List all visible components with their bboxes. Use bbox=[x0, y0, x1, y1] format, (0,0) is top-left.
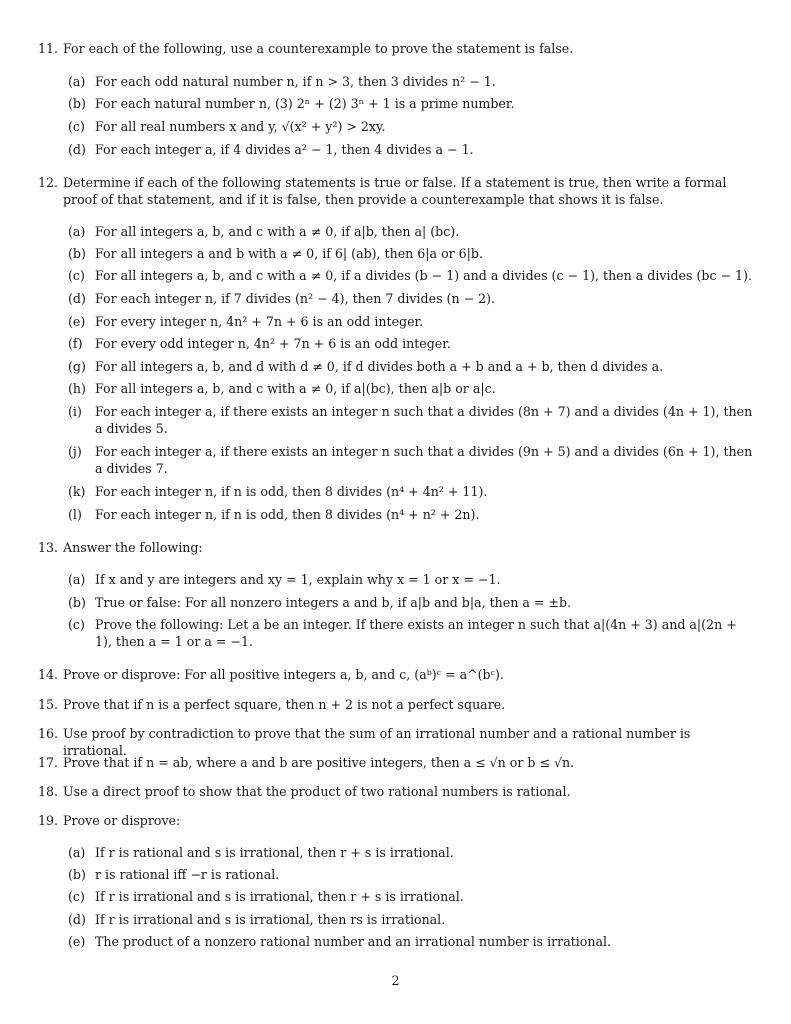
problem-11-a bbox=[68, 73, 753, 90]
problem-text: Determine if each of the following statements is true or false. If a statement is true, then write a formal proof of that statement, and if it is false, then provide a counterexample that shows it is false. bbox=[63, 175, 727, 207]
problem-text: Use a direct proof to show that the product of two rational numbers is rational. bbox=[63, 784, 571, 799]
problem-13-a bbox=[68, 571, 753, 588]
problem-number: 12. bbox=[38, 175, 59, 190]
problem-13 bbox=[38, 539, 753, 556]
item-text: Prove the following: Let a be an integer. If there exists an integer n such that a|(4n + 3) and a|(2n + 1), then a = 1 or a = −1. bbox=[95, 617, 737, 649]
item-text: For each integer n, if n is odd, then 8 divides (n⁴ + n² + 2n). bbox=[95, 507, 480, 522]
item-text: For every odd integer n, 4n² + 7n + 6 is an odd integer. bbox=[95, 336, 451, 351]
problem-text: Use proof by contradiction to prove that the sum of an irrational number and a rational number is irrational. bbox=[63, 726, 691, 758]
item-text: For each natural number n, (3) 2ⁿ + (2) 3ⁿ + 1 is a prime number. bbox=[95, 96, 515, 111]
problem-11 bbox=[38, 40, 753, 57]
problem-12-f bbox=[68, 335, 753, 352]
problem-text: For each of the following, use a counterexample to prove the statement is false. bbox=[63, 41, 574, 56]
item-text: For all integers a, b, and c with a ≠ 0, if a|b, then a| (bc). bbox=[95, 224, 460, 239]
item-label: (j) bbox=[68, 444, 82, 459]
problem-12-g bbox=[68, 358, 753, 375]
problem-number: 19. bbox=[38, 813, 59, 828]
item-label: (h) bbox=[68, 381, 86, 396]
item-text: For each integer n, if 7 divides (n² − 4), then 7 divides (n − 2). bbox=[95, 291, 496, 306]
item-label: (c) bbox=[68, 268, 85, 283]
item-label: (g) bbox=[68, 359, 86, 374]
item-label: (k) bbox=[68, 484, 86, 499]
item-label: (b) bbox=[68, 246, 86, 261]
item-text: True or false: For all nonzero integers a and b, if a|b and b|a, then a = ±b. bbox=[95, 595, 572, 610]
problem-13-b bbox=[68, 594, 753, 611]
item-text: If r is irrational and s is irrational, then r + s is irrational. bbox=[95, 889, 464, 904]
item-text: If r is rational and s is irrational, then r + s is irrational. bbox=[95, 845, 454, 860]
problem-number: 13. bbox=[38, 540, 59, 555]
item-text: If r is irrational and s is irrational, then rs is irrational. bbox=[95, 912, 446, 927]
item-label: (e) bbox=[68, 314, 86, 329]
problem-12-c bbox=[68, 267, 753, 284]
item-text: For all integers a, b, and d with d ≠ 0, if d divides both a + b and a + b, then d divides a. bbox=[95, 359, 664, 374]
item-label: (e) bbox=[68, 934, 86, 949]
item-text: For every integer n, 4n² + 7n + 6 is an odd integer. bbox=[95, 314, 424, 329]
problem-18 bbox=[38, 783, 753, 800]
item-label: (b) bbox=[68, 595, 86, 610]
problem-12-j bbox=[68, 443, 753, 477]
problem-12-d bbox=[68, 290, 753, 307]
problem-number: 17. bbox=[38, 755, 59, 770]
problem-text: Prove that if n = ab, where a and b are positive integers, then a ≤ √n or b ≤ √n. bbox=[63, 755, 575, 770]
problem-text: Prove or disprove: bbox=[63, 813, 181, 828]
problem-13-c bbox=[68, 616, 753, 650]
item-label: (a) bbox=[68, 74, 86, 89]
item-label: (b) bbox=[68, 96, 86, 111]
problem-12-a bbox=[68, 223, 753, 240]
page-number: 2 bbox=[391, 973, 400, 988]
item-label: (d) bbox=[68, 291, 86, 306]
item-text: If x and y are integers and xy = 1, explain why x = 1 or x = −1. bbox=[95, 572, 501, 587]
problem-text: Prove that if n is a perfect square, then n + 2 is not a perfect square. bbox=[63, 697, 506, 712]
problem-19-b bbox=[68, 866, 753, 883]
problem-19-a bbox=[68, 844, 753, 861]
problem-number: 11. bbox=[38, 41, 59, 56]
problem-12 bbox=[38, 174, 753, 208]
problem-12-b bbox=[68, 245, 753, 262]
item-text: For all real numbers x and y, √(x² + y²) > 2xy. bbox=[95, 119, 386, 134]
problem-19-e bbox=[68, 933, 753, 950]
item-label: (c) bbox=[68, 617, 85, 632]
item-text: For each integer a, if there exists an integer n such that a divides (8n + 7) and a divides (4n + 1), then a divides 5. bbox=[95, 404, 753, 436]
item-text: The product of a nonzero rational number and an irrational number is irrational. bbox=[95, 934, 612, 949]
item-label: (a) bbox=[68, 845, 86, 860]
item-label: (d) bbox=[68, 912, 86, 927]
problem-19-c bbox=[68, 888, 753, 905]
item-label: (c) bbox=[68, 119, 85, 134]
item-label: (b) bbox=[68, 867, 86, 882]
problem-text: Answer the following: bbox=[63, 540, 203, 555]
problem-11-b bbox=[68, 95, 753, 112]
item-label: (c) bbox=[68, 889, 85, 904]
item-text: For each integer a, if there exists an integer n such that a divides (9n + 5) and a divides (6n + 1), then a divides 7. bbox=[95, 444, 753, 476]
item-text: r is rational iff −r is rational. bbox=[95, 867, 280, 882]
problem-19-d bbox=[68, 911, 753, 928]
item-label: (f) bbox=[68, 336, 83, 351]
problem-12-h bbox=[68, 380, 753, 397]
problem-14 bbox=[38, 666, 753, 683]
problem-text: Prove or disprove: For all positive integers a, b, and c, (aᵇ)ᶜ = a^(bᶜ). bbox=[63, 667, 504, 682]
problem-number: 15. bbox=[38, 697, 59, 712]
problem-15 bbox=[38, 696, 753, 713]
problem-11-d bbox=[68, 141, 753, 158]
item-label: (a) bbox=[68, 224, 86, 239]
item-label: (l) bbox=[68, 507, 82, 522]
problem-17 bbox=[38, 754, 753, 771]
problem-12-i bbox=[68, 403, 753, 437]
problem-12-k bbox=[68, 483, 753, 500]
problem-19 bbox=[38, 812, 753, 829]
item-label: (d) bbox=[68, 142, 86, 157]
item-text: For all integers a, b, and c with a ≠ 0, if a|(bc), then a|b or a|c. bbox=[95, 381, 496, 396]
item-text: For all integers a and b with a ≠ 0, if 6| (ab), then 6|a or 6|b. bbox=[95, 246, 483, 261]
problem-12-e bbox=[68, 313, 753, 330]
problem-11-c bbox=[68, 118, 753, 135]
item-label: (i) bbox=[68, 404, 82, 419]
item-text: For each integer a, if 4 divides a² − 1, then 4 divides a − 1. bbox=[95, 142, 474, 157]
item-text: For each odd natural number n, if n > 3, then 3 divides n² − 1. bbox=[95, 74, 496, 89]
problem-number: 14. bbox=[38, 667, 59, 682]
problem-12-l bbox=[68, 506, 753, 523]
item-label: (a) bbox=[68, 572, 86, 587]
problem-number: 16. bbox=[38, 726, 59, 741]
problem-number: 18. bbox=[38, 784, 59, 799]
item-text: For each integer n, if n is odd, then 8 divides (n⁴ + 4n² + 11). bbox=[95, 484, 488, 499]
item-text: For all integers a, b, and c with a ≠ 0, if a divides (b − 1) and a divides (c − 1), then a divides (bc − 1). bbox=[95, 268, 752, 283]
